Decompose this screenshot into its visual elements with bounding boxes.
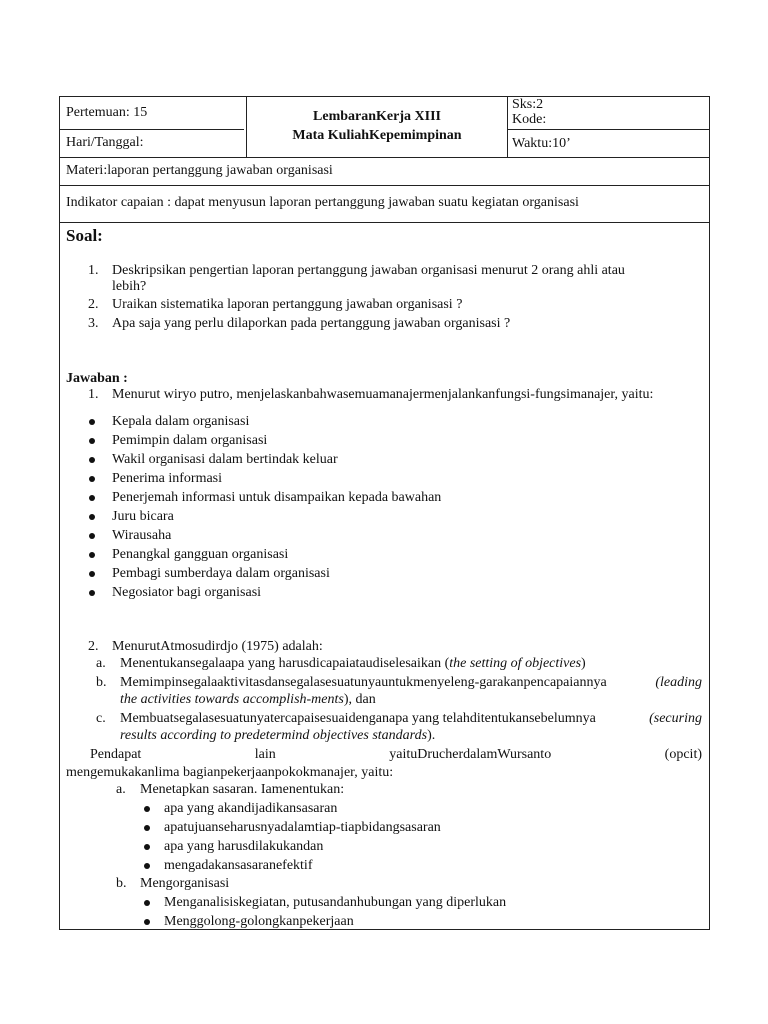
list-item: Kepala dalam organisasi bbox=[112, 414, 250, 429]
bullet-icon bbox=[144, 844, 150, 850]
pertemuan-label: Pertemuan: 15 bbox=[66, 105, 148, 120]
list-item: Pemimpin dalam organisasi bbox=[112, 433, 268, 448]
divider bbox=[246, 97, 247, 157]
sub-letter: a. bbox=[96, 656, 106, 671]
jawaban-heading: Jawaban : bbox=[66, 371, 128, 386]
answer-text: Menurut wiryo putro, menjelaskanbahwasemuamanajermenjalankanfungsi-fungsimanajer, yaitu: bbox=[112, 387, 654, 402]
bullet-icon bbox=[144, 806, 150, 812]
waktu-label: Waktu:10’ bbox=[512, 136, 571, 151]
bullet-icon bbox=[144, 919, 150, 925]
divider bbox=[507, 97, 508, 157]
question-text: Uraikan sistematika laporan pertanggung jawaban organisasi ? bbox=[112, 297, 463, 312]
question-number: 2. bbox=[88, 297, 99, 312]
question-text-cont: lebih? bbox=[112, 279, 147, 294]
sub-text: Membuatsegalasesuatunyatercapaisesuaidenganapa yang telahditentukansebelumnya (securing bbox=[120, 711, 702, 726]
question-number: 1. bbox=[88, 263, 99, 278]
list-item: Menggolong-golongkanpekerjaan bbox=[164, 914, 354, 929]
list-item: Penangkal gangguan organisasi bbox=[112, 547, 289, 562]
list-item: apa yang akandijadikansasaran bbox=[164, 801, 338, 816]
list-item: Pembagi sumberdaya dalam organisasi bbox=[112, 566, 330, 581]
worksheet-frame bbox=[59, 96, 710, 930]
list-item: Wirausaha bbox=[112, 528, 172, 543]
bullet-icon bbox=[89, 552, 95, 558]
divider bbox=[60, 222, 709, 223]
divider bbox=[60, 185, 709, 186]
divider bbox=[60, 157, 709, 158]
answer-number: 2. bbox=[88, 639, 99, 654]
course-title: Mata KuliahKepemimpinan bbox=[292, 128, 462, 143]
divider bbox=[507, 129, 709, 130]
list-item: apa yang harusdilakukandan bbox=[164, 839, 324, 854]
hari-tanggal-label: Hari/Tanggal: bbox=[66, 135, 144, 150]
sub-text: Menentukansegalaapa yang harusdicapaiataudiselesaikan (the setting of objectives) bbox=[120, 656, 586, 671]
question-number: 3. bbox=[88, 316, 99, 331]
soal-heading: Soal: bbox=[66, 226, 103, 245]
bullet-icon bbox=[89, 419, 95, 425]
bullet-icon bbox=[144, 825, 150, 831]
list-item: Penerima informasi bbox=[112, 471, 223, 486]
sub-text: Mengorganisasi bbox=[140, 876, 230, 891]
materi-text: Materi:laporan pertanggung jawaban organisasi bbox=[66, 163, 333, 178]
kode-label: Kode: bbox=[512, 112, 547, 127]
bullet-icon bbox=[89, 590, 95, 596]
bullet-icon bbox=[89, 476, 95, 482]
bullet-icon bbox=[89, 533, 95, 539]
divider bbox=[60, 129, 244, 130]
indikator-text: Indikator capaian : dapat menyusun laporan pertanggung jawaban suatu kegiatan organisasi bbox=[66, 195, 579, 210]
bullet-icon bbox=[89, 438, 95, 444]
sks-label: Sks:2 bbox=[512, 97, 544, 112]
bullet-icon bbox=[89, 457, 95, 463]
answer-number: 1. bbox=[88, 387, 99, 402]
sub-text: Menetapkan sasaran. Iamenentukan: bbox=[140, 782, 345, 797]
sub-letter: b. bbox=[116, 876, 127, 891]
sub-letter: b. bbox=[96, 675, 107, 690]
sub-letter: a. bbox=[116, 782, 126, 797]
question-text: Deskripsikan pengertian laporan pertanggung jawaban organisasi menurut 2 orang ahli atau bbox=[112, 263, 625, 278]
bullet-icon bbox=[89, 571, 95, 577]
pendapat-line: Pendapat lain yaituDrucherdalamWursanto (opcit) bbox=[90, 747, 702, 762]
list-item: Juru bicara bbox=[112, 509, 174, 524]
list-item: Penerjemah informasi untuk disampaikan kepada bawahan bbox=[112, 490, 442, 505]
list-item: mengadakansasaranefektif bbox=[164, 858, 313, 873]
sub-text-cont: the activities towards accomplish-ments), dan bbox=[120, 692, 376, 707]
bullet-icon bbox=[144, 900, 150, 906]
sub-letter: c. bbox=[96, 711, 106, 726]
bullet-icon bbox=[89, 514, 95, 520]
sub-text-cont: results according to predetermind objectives standards). bbox=[120, 728, 436, 743]
list-item: Wakil organisasi dalam bertindak keluar bbox=[112, 452, 338, 467]
bullet-icon bbox=[144, 863, 150, 869]
list-item: Negosiator bagi organisasi bbox=[112, 585, 262, 600]
list-item: apatujuanseharusnyadalamtiap-tiapbidangsasaran bbox=[164, 820, 441, 835]
answer-text: MenurutAtmosudirdjo (1975) adalah: bbox=[112, 639, 323, 654]
bullet-icon bbox=[89, 495, 95, 501]
pendapat-line-cont: mengemukakanlima bagianpekerjaanpokokmanajer, yaitu: bbox=[66, 765, 394, 780]
worksheet-title: LembaranKerja XIII bbox=[313, 109, 441, 124]
sub-text: Memimpinsegalaaktivitasdansegalasesuatunyauntukmenyeleng-garakanpencapaiannya (leading bbox=[120, 675, 702, 690]
list-item: Menganalisiskegiatan, putusandanhubungan yang diperlukan bbox=[164, 895, 507, 910]
question-text: Apa saja yang perlu dilaporkan pada pertanggung jawaban organisasi ? bbox=[112, 316, 511, 331]
